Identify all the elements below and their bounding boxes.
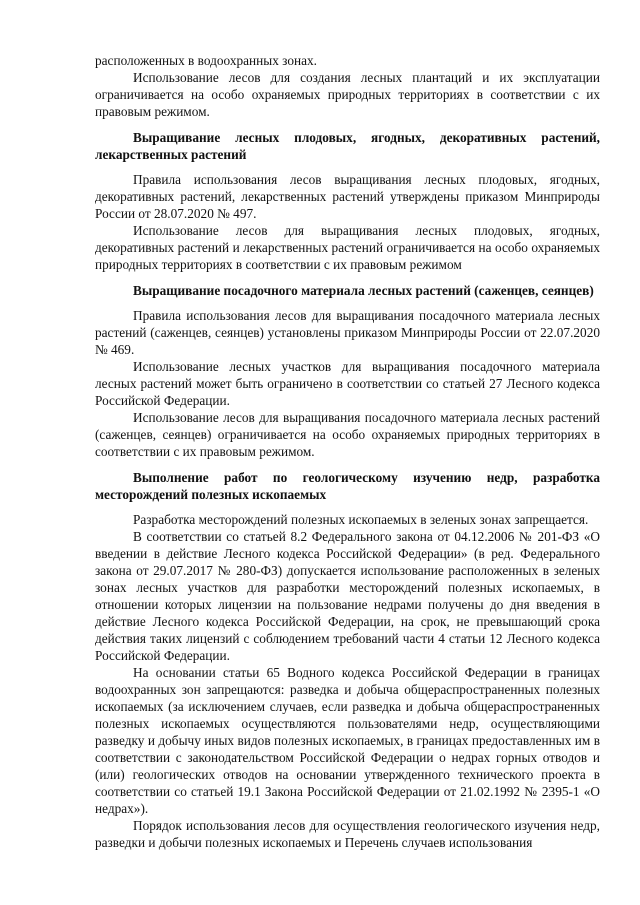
- section-heading: Выращивание лесных плодовых, ягодных, декоративных растений, лекарственных растений: [95, 130, 600, 162]
- paragraph-continuation: расположенных в водоохранных зонах.: [95, 53, 317, 68]
- paragraph: Использование лесов для выращивания посадочного материала лесных растений (саженцев, сеянцев) ограничивается на особо охраняемых природных территориях в соответствии с их правовым режимом.: [95, 410, 600, 459]
- paragraph: Использование лесов для выращивания лесных плодовых, ягодных, декоративных растений и лекарственных растений ограничивается на особо охраняемых природных территориях в соответствии с их правовым режимом: [95, 223, 600, 272]
- paragraph: Использование лесных участков для выращивания посадочного материала лесных растений может быть ограничено в соответствии со статьей 27 Лесного кодекса Российской Федерации.: [95, 359, 600, 408]
- section-heading: Выполнение работ по геологическому изучению недр, разработка месторождений полезных ископаемых: [95, 470, 600, 502]
- paragraph: Порядок использования лесов для осуществления геологического изучения недр, разведки и добычи полезных ископаемых и Перечень случаев использования: [95, 818, 600, 850]
- paragraph: Разработка месторождений полезных ископаемых в зеленых зонах запрещается.: [133, 512, 589, 527]
- paragraph: Правила использования лесов для выращивания посадочного материала лесных растений (саженцев, сеянцев) установлены приказом Минприроды России от 22.07.2020 № 469.: [95, 308, 600, 357]
- paragraph: Использование лесов для создания лесных плантаций и их эксплуатации ограничивается на особо охраняемых природных территориях в соответствии с их правовым режимом.: [95, 70, 600, 119]
- paragraph: Правила использования лесов выращивания лесных плодовых, ягодных, декоративных растений, лекарственных растений утверждены приказом Минприроды России от 28.07.2020 № 497.: [95, 172, 600, 221]
- paragraph: На основании статьи 65 Водного кодекса Российской Федерации в границах водоохранных зон запрещаются: разведка и добыча общераспространенных полезных ископаемых (за исключением случаев, если разведка и добыча общераспространенных полезных ископаемых осуществляются пользователями недр, осуществляющими разведку и добычу иных видов полезных ископаемых, в границах предоставленных им в соответствии с законодательством Российской Федерации о недрах горных отводов и (или) геологических отводов на основании утвержденного технического проекта в соответствии со статьей 19.1 Закона Российской Федерации от 21.02.1992 № 2395-1 «О недрах»).: [95, 665, 600, 816]
- paragraph: В соответствии со статьей 8.2 Федерального закона от 04.12.2006 № 201-ФЗ «О введении в действие Лесного кодекса Российской Федерации» (в ред. Федерального закона от 29.07.2017 № 280-ФЗ) допускается использование расположенных в зеленых зонах лесных участков для разработки месторождений полезных ископаемых, в отношении которых лицензии на пользование недрами получены до дня введения в действие Лесного кодекса Российской Федерации, на срок, не превышающий срока действия таких лицензий с соблюдением требований части 4 статьи 12 Лесного кодекса Российской Федерации.: [95, 529, 600, 663]
- section-heading: Выращивание посадочного материала лесных растений (саженцев, сеянцев): [133, 283, 594, 298]
